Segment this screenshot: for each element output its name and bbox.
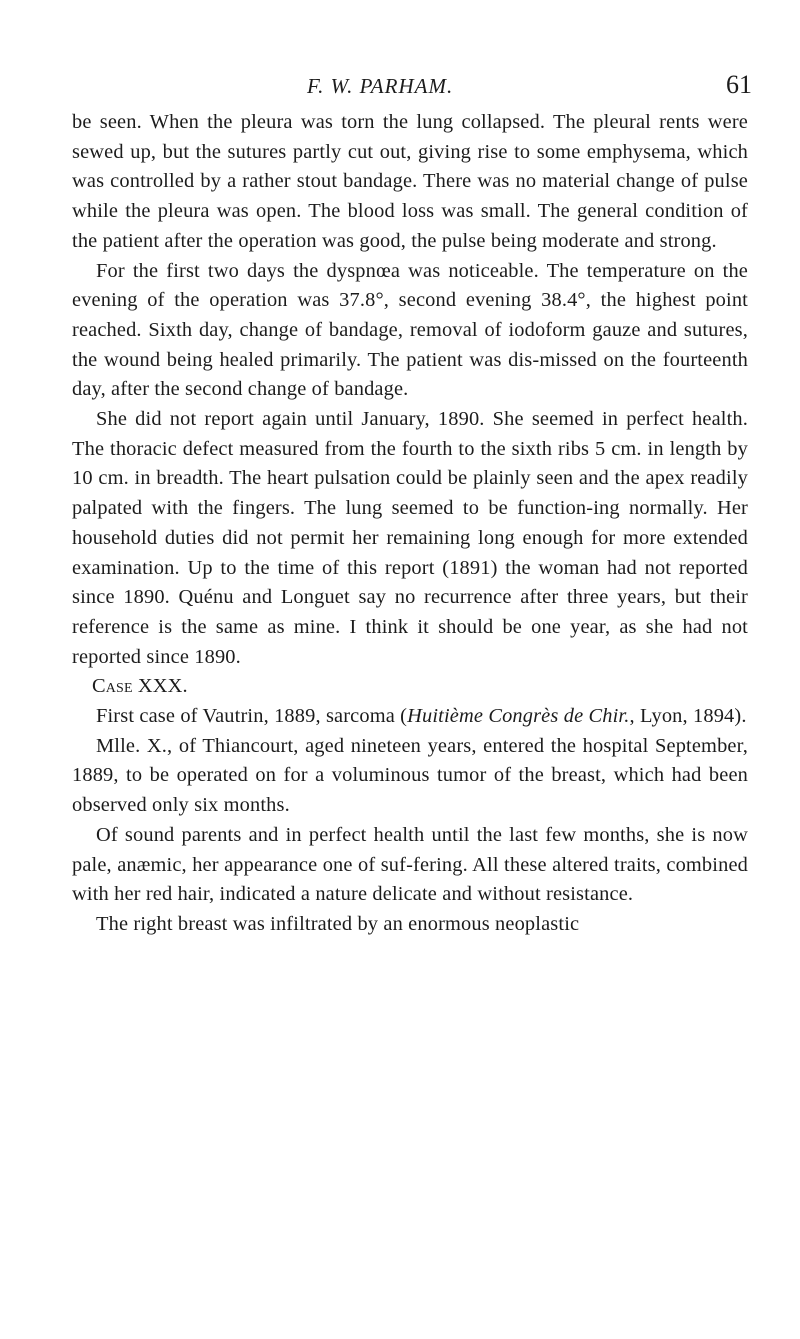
paragraph: The right breast was infiltrated by an enormous neoplastic <box>96 912 580 935</box>
paragraph: For the first two days the dyspnœa was noticeable. The temperature on the evening of the operation was 37.8°, second evening 38.4°, the highest point reached. Sixth day, change of bandage, removal of iodoform gauze and sutures, the wound being healed primarily. The patient was dis-missed on the fourteenth day, after the second change of bandage. <box>72 259 748 401</box>
page-number: 61 <box>726 70 752 99</box>
paragraph: be seen. When the pleura was torn the lung collapsed. The pleural rents were sewed up, but the sutures partly cut out, giving rise to some emphysema, which was controlled by a rather stout bandage. There was no material change of pulse while the pleura was open. The blood loss was small. The general condition of the patient after the operation was good, the pulse being moderate and strong. <box>72 111 748 252</box>
running-head <box>72 70 752 108</box>
citation-title: Huitième Congrès de Chir. <box>407 705 630 728</box>
case-heading: Case XXX. <box>92 675 188 698</box>
book-page <box>72 70 752 940</box>
paragraph <box>72 702 748 732</box>
running-title: F. W. PARHAM. <box>307 74 454 98</box>
paragraph: She did not report again until January, 1890. She seemed in perfect health. The thoracic defect measured from the fourth to the sixth ribs 5 cm. in length by 10 cm. in breadth. The heart pulsation could be plainly seen and the apex readily palpated with the fingers. The lung seemed to be function-ing normally. Her household duties did not permit her remaining long enough for more extended examination. Up to the time of this report (1891) the woman had not reported since 1890. Quénu and Longuet say no recurrence after three years, but their reference is the same as mine. I think it should be one year, as she had not reported since 1890. <box>72 408 748 668</box>
paragraph: Of sound parents and in perfect health until the last few months, she is now pale, anæmic, her appearance one of suf-fering. All these altered traits, combined with her red hair, indicated a nature delicate and without resistance. <box>72 823 748 906</box>
body-text <box>72 108 748 940</box>
paragraph: Mlle. X., of Thiancourt, aged nineteen years, entered the hospital September, 1889, to be operated on for a voluminous tumor of the breast, which had been observed only six months. <box>72 734 748 817</box>
citation-lead: First case of Vautrin, 1889, sarcoma ( <box>96 705 408 728</box>
citation-tail: , Lyon, 1894). <box>629 705 747 728</box>
